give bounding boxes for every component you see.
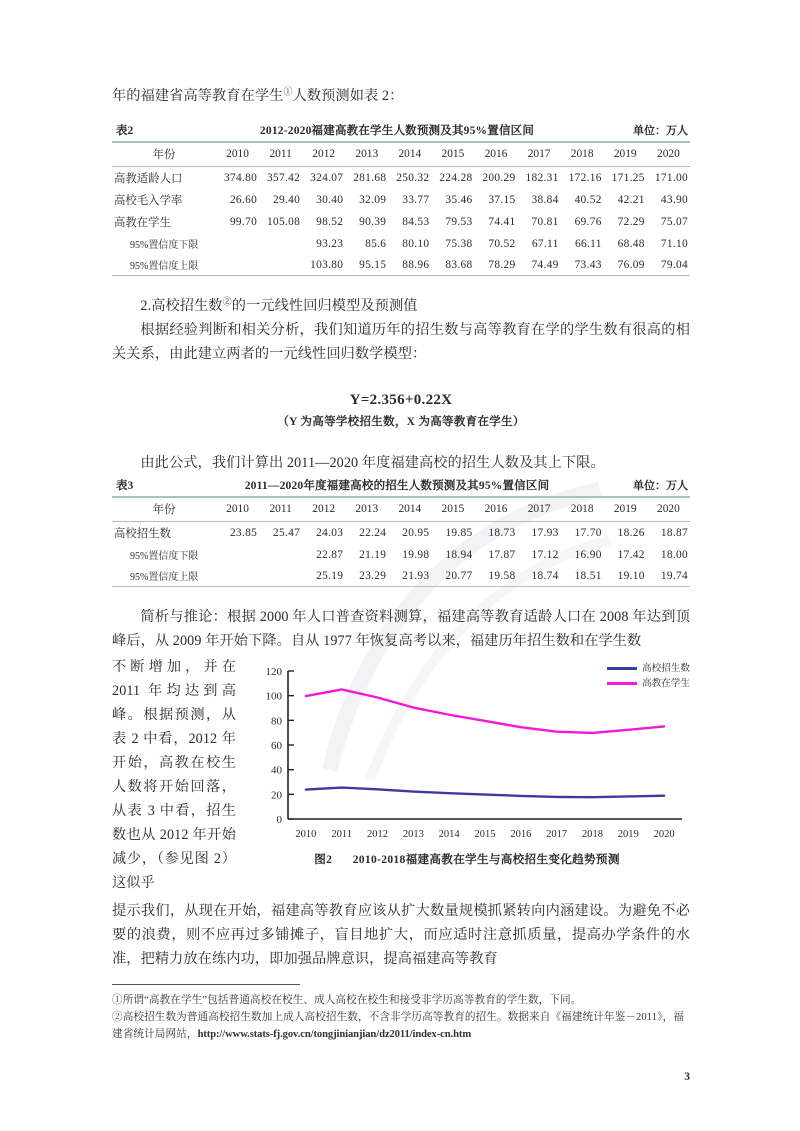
table3-header-rowlabel: 年份	[152, 504, 176, 516]
table2-col-header: 2020	[657, 148, 680, 160]
table2-cell: 172.16	[568, 172, 602, 184]
table2-cell: 99.70	[229, 216, 258, 228]
table2-col-header: 2010	[226, 148, 249, 160]
y-tick-label: 60	[271, 740, 282, 752]
table3-cell: 23.29	[359, 569, 387, 582]
regression-formula-note: （Y 为高等学校招生数，X 为高等教育在学生）	[277, 416, 525, 428]
table3-cell	[259, 565, 302, 587]
table2-cell: 78.29	[488, 258, 516, 271]
table3-cell: 18.51	[574, 569, 602, 582]
table2-cell: 80.10	[402, 237, 430, 250]
table3-row-label: 95%置信度下限	[130, 551, 199, 562]
lead-paragraph-main: 年的福建省高等教育在学生	[112, 88, 284, 104]
table3-cell: 20.77	[445, 569, 473, 582]
table2-col-header: 2015	[441, 148, 465, 160]
table3-cell: 16.90	[574, 548, 602, 561]
table2-title: 2012-2020福建高教在学生人数预测及其95%置信区间	[259, 125, 535, 137]
table2-row-label: 95%置信度上限	[130, 261, 199, 272]
chart-legend	[607, 661, 690, 691]
table2-col-header: 2016	[484, 148, 508, 160]
y-tick-label: 0	[276, 814, 282, 826]
legend-item-0	[607, 661, 690, 676]
table3-number: 表3	[116, 480, 134, 492]
footnote-marker-1: ①	[283, 86, 293, 97]
table2-cell: 29.40	[273, 194, 301, 206]
table3-col-header: 2015	[441, 503, 465, 515]
table3-cell: 20.95	[402, 527, 430, 539]
table2-header-row	[112, 142, 690, 167]
table3-col-header: 2011	[269, 503, 292, 515]
footnote-marker-2: ②	[222, 296, 232, 307]
table-row	[112, 544, 690, 565]
table2-cell: 33.77	[402, 194, 430, 206]
table3-header-row	[112, 497, 690, 522]
analysis-paragraph-wrapcol: 不断增加，并在 2011 年均达到高峰。根据预测，从表 2 中看，2012 年开始，高教在校生人数将开始回落，从表 3 中看，招生数也从 2012 年开始减少，（参见图 2）这似乎	[112, 659, 236, 891]
table3-cell: 18.73	[488, 527, 516, 539]
x-tick-label: 2017	[546, 829, 568, 840]
footnote-separator	[112, 984, 300, 985]
table2-cell: 38.84	[531, 194, 559, 206]
table3-cell: 21.19	[359, 548, 387, 561]
table2-cell: 26.60	[229, 194, 258, 206]
table2-cell: 79.04	[660, 258, 688, 271]
table3-cell: 18.74	[531, 569, 559, 582]
footnote-1: ①所谓“高教在学生”包括普通高校在校生、成人高校在校生和接受非学历高等教育的学生数，下同。	[112, 995, 582, 1006]
x-tick-label: 2016	[510, 829, 532, 840]
table2-cell: 357.42	[267, 172, 301, 184]
table3-cell: 17.12	[531, 548, 559, 561]
table3-cell: 19.98	[402, 548, 430, 561]
x-tick-label: 2011	[331, 829, 353, 840]
table2-row-label: 高教在学生	[114, 217, 171, 229]
table3-row-label: 95%置信度上限	[130, 572, 199, 583]
table-row	[112, 565, 690, 587]
page-number: 3	[684, 1071, 690, 1083]
table2-cell: 93.23	[316, 237, 344, 250]
table2-cell: 171.25	[611, 172, 645, 184]
table3-col-header: 2018	[570, 503, 594, 515]
footnote-2-url[interactable]: http://www.stats-fj.gov.cn/tongjinianjian/dz2011/index-cn.htm	[197, 1029, 472, 1040]
table2-cell: 66.11	[574, 237, 602, 250]
table3-col-header: 2012	[312, 503, 336, 515]
chart-wrap-region	[112, 655, 690, 895]
table2-cell: 105.08	[267, 216, 301, 228]
table3-unit: 单位：万人	[633, 480, 688, 492]
table3-lead-paragraph: 由此公式，我们计算出 2011—2020 年度福建高校的招生人数及其上下限。	[140, 455, 605, 471]
x-tick-label: 2019	[617, 829, 639, 840]
y-tick-label: 120	[265, 666, 282, 678]
legend-label-students: 高教在学生	[642, 678, 690, 689]
table2-col-header: 2017	[527, 148, 551, 160]
x-tick-label: 2015	[474, 829, 496, 840]
table3-cell: 25.19	[316, 569, 344, 582]
table2-cell: 75.38	[445, 237, 473, 250]
table-row	[112, 233, 690, 254]
table2-cell: 90.39	[359, 216, 387, 228]
table3-cell: 19.10	[617, 569, 645, 582]
table3-cell	[259, 544, 302, 565]
table3-cell: 23.85	[229, 527, 258, 539]
table3-cell: 17.93	[531, 527, 559, 539]
y-tick-label: 20	[271, 789, 282, 802]
table3-cell: 19.85	[445, 527, 473, 539]
table3-cell: 25.47	[273, 527, 301, 539]
table3-col-header: 2019	[613, 503, 637, 515]
table2-cell: 374.80	[223, 172, 258, 184]
y-tick-label: 80	[271, 715, 282, 728]
trend-chart	[244, 659, 690, 867]
table-row	[112, 189, 690, 211]
table2-cell: 83.68	[445, 258, 473, 271]
table3-cell: 22.24	[359, 527, 387, 539]
legend-swatch-enrollment	[607, 667, 637, 670]
table3-col-header: 2016	[484, 503, 508, 515]
table2-cell: 88.96	[402, 258, 430, 271]
table2-cell: 85.6	[365, 237, 387, 250]
chart-series-line-0	[306, 788, 664, 798]
section2-heading-main: 2.高校招生数	[140, 298, 223, 314]
footnotes	[112, 992, 690, 1043]
table-row	[112, 167, 690, 190]
x-tick-label: 2020	[653, 829, 675, 840]
table2-cell: 79.53	[445, 216, 473, 228]
regression-formula: Y=2.356+0.22X	[349, 392, 453, 408]
table2-cell: 71.10	[660, 237, 688, 250]
table3-cell: 22.87	[316, 548, 344, 561]
table2-cell: 324.07	[310, 172, 344, 184]
table2-head	[112, 142, 690, 167]
table3-cell: 17.87	[488, 548, 516, 561]
table3-cell: 19.58	[488, 569, 516, 582]
x-tick-label: 2014	[438, 829, 460, 840]
table3-col-header: 2014	[398, 503, 422, 515]
table2-cell: 76.09	[617, 258, 645, 271]
table3-cell: 19.74	[660, 569, 688, 582]
table2-cell	[216, 233, 259, 254]
table2-cell: 224.28	[439, 172, 473, 184]
table3-head	[112, 497, 690, 522]
table3	[112, 496, 690, 587]
table3-cell: 21.93	[402, 569, 430, 582]
footnote-2	[112, 1009, 690, 1043]
table3-body	[112, 522, 690, 587]
chart-caption-number: 图2	[314, 853, 333, 866]
table2-col-header: 2019	[613, 148, 637, 160]
table2-cell: 70.81	[531, 216, 559, 228]
chart-caption-text: 2010-2018福建高教在学生与高校招生变化趋势预测	[352, 853, 620, 866]
table2-cell: 35.46	[445, 194, 473, 206]
table-row	[112, 254, 690, 276]
table3-cell: 18.00	[660, 548, 688, 561]
table2-cell: 95.15	[359, 258, 387, 271]
legend-item-1	[607, 676, 690, 691]
table2-caption	[112, 122, 690, 141]
table2-cell: 67.11	[531, 237, 559, 250]
table2-cell: 200.29	[482, 172, 516, 184]
table2-cell: 42.21	[617, 194, 645, 206]
table2-unit: 单位：万人	[633, 125, 688, 137]
table3-block	[112, 477, 690, 587]
table-row	[112, 211, 690, 233]
table3-cell	[216, 544, 259, 565]
table2-cell: 75.07	[660, 216, 688, 228]
x-tick-label: 2012	[367, 829, 389, 840]
table2-cell: 30.40	[316, 194, 344, 206]
table2-cell: 84.53	[402, 216, 430, 228]
lead-paragraph	[112, 84, 690, 108]
table2-cell: 40.52	[574, 194, 602, 206]
table2-body	[112, 167, 690, 276]
table2-col-header: 2011	[269, 148, 292, 160]
table2-number: 表2	[116, 125, 134, 137]
y-tick-label: 100	[265, 690, 282, 703]
table2-cell: 74.41	[488, 216, 516, 228]
section2-body: 根据经验判断和相关分析，我们知道历年的招生数与高等教育在学的学生数有很高的相关关系，由此建立两者的一元线性回归数学模型：	[112, 322, 690, 362]
table2-cell: 69.76	[574, 216, 602, 228]
table2-col-header: 2013	[355, 148, 379, 160]
table2-cell: 171.00	[654, 172, 688, 184]
lead-paragraph-tail: 人数预测如表 2：	[292, 88, 404, 104]
table2-col-header: 2012	[312, 148, 336, 160]
table2-cell: 37.15	[488, 194, 516, 206]
table2-col-header: 2014	[398, 148, 422, 160]
table2-cell: 74.49	[531, 258, 559, 271]
table3-col-header: 2010	[226, 503, 249, 515]
table2-cell: 250.32	[396, 172, 430, 184]
table2-cell	[259, 254, 302, 276]
section2-heading-tail: 的一元线性回归模型及预测值	[231, 298, 418, 314]
table2-block	[112, 122, 690, 276]
table3-col-header: 2013	[355, 503, 379, 515]
table3-row-label: 高校招生数	[114, 528, 171, 540]
table2-cell: 98.52	[316, 216, 344, 228]
table3-cell: 18.94	[445, 548, 473, 561]
table3-cell: 17.70	[574, 527, 602, 539]
table3-cell: 18.26	[617, 527, 645, 539]
table2-row-label: 高教适龄人口	[114, 173, 183, 185]
footnote-2-text: ②高校招生数为普通高校招生数加上成人高校招生数，不含非学历高等教育的招生。数据来自《福建统计年鉴－2011》，福建省统计局网站，	[112, 1012, 684, 1040]
table2-cell: 281.68	[353, 172, 387, 184]
table3-cell: 18.87	[660, 527, 688, 539]
table2-cell	[216, 254, 259, 276]
legend-swatch-students	[607, 682, 637, 685]
table2-cell: 73.43	[574, 258, 602, 271]
table2-row-label: 95%置信度下限	[130, 240, 199, 251]
table2-cell: 182.31	[525, 172, 559, 184]
table2-header-rowlabel: 年份	[152, 149, 176, 161]
table3-caption	[112, 477, 690, 496]
chart-series-line-1	[306, 689, 664, 733]
table-row	[112, 522, 690, 545]
chart-caption	[244, 851, 690, 867]
table2-col-header: 2018	[570, 148, 594, 160]
table3-title: 2011—2020年度福建高校的招生人数预测及其95%置信区间	[244, 480, 550, 492]
legend-label-enrollment: 高校招生数	[642, 663, 690, 674]
table2-cell: 43.90	[660, 194, 688, 206]
analysis-paragraph-top: 简析与推论：根据 2000 年人口普查资料测算，福建高等教育适龄人口在 2008 年达到顶峰后，从 2009 年开始下降。自从 1977 年恢复高考以来，福建历年招生数和在学生数	[112, 609, 690, 649]
table2-row-label: 高校毛入学率	[114, 195, 183, 207]
y-tick-label: 40	[271, 764, 282, 777]
table2-cell: 70.52	[488, 237, 516, 250]
table2-cell: 103.80	[310, 258, 344, 271]
table2-cell: 68.48	[617, 237, 645, 250]
x-tick-label: 2010	[295, 829, 317, 840]
table2-cell: 32.09	[359, 194, 387, 206]
x-tick-label: 2013	[402, 829, 424, 840]
table2	[112, 141, 690, 276]
table3-col-header: 2020	[657, 503, 680, 515]
table3-cell: 17.42	[617, 548, 645, 561]
x-tick-label: 2018	[581, 829, 603, 840]
analysis-paragraph-bottom: 提示我们，从现在开始，福建高等教育应该从扩大数量规模抓紧转向内涵建设。为避免不必要的浪费，则不应再过多铺摊子，盲目地扩大，而应适时注意抓质量，提高办学条件的水准，把精力放在练内功，即加强品牌意识，提高福建高等教育	[112, 903, 690, 967]
table3-cell: 24.03	[316, 527, 344, 539]
section2-heading	[112, 294, 690, 318]
table3-col-header: 2017	[527, 503, 551, 515]
table2-cell: 72.29	[617, 216, 645, 228]
table3-cell	[216, 565, 259, 587]
table2-cell	[259, 233, 302, 254]
